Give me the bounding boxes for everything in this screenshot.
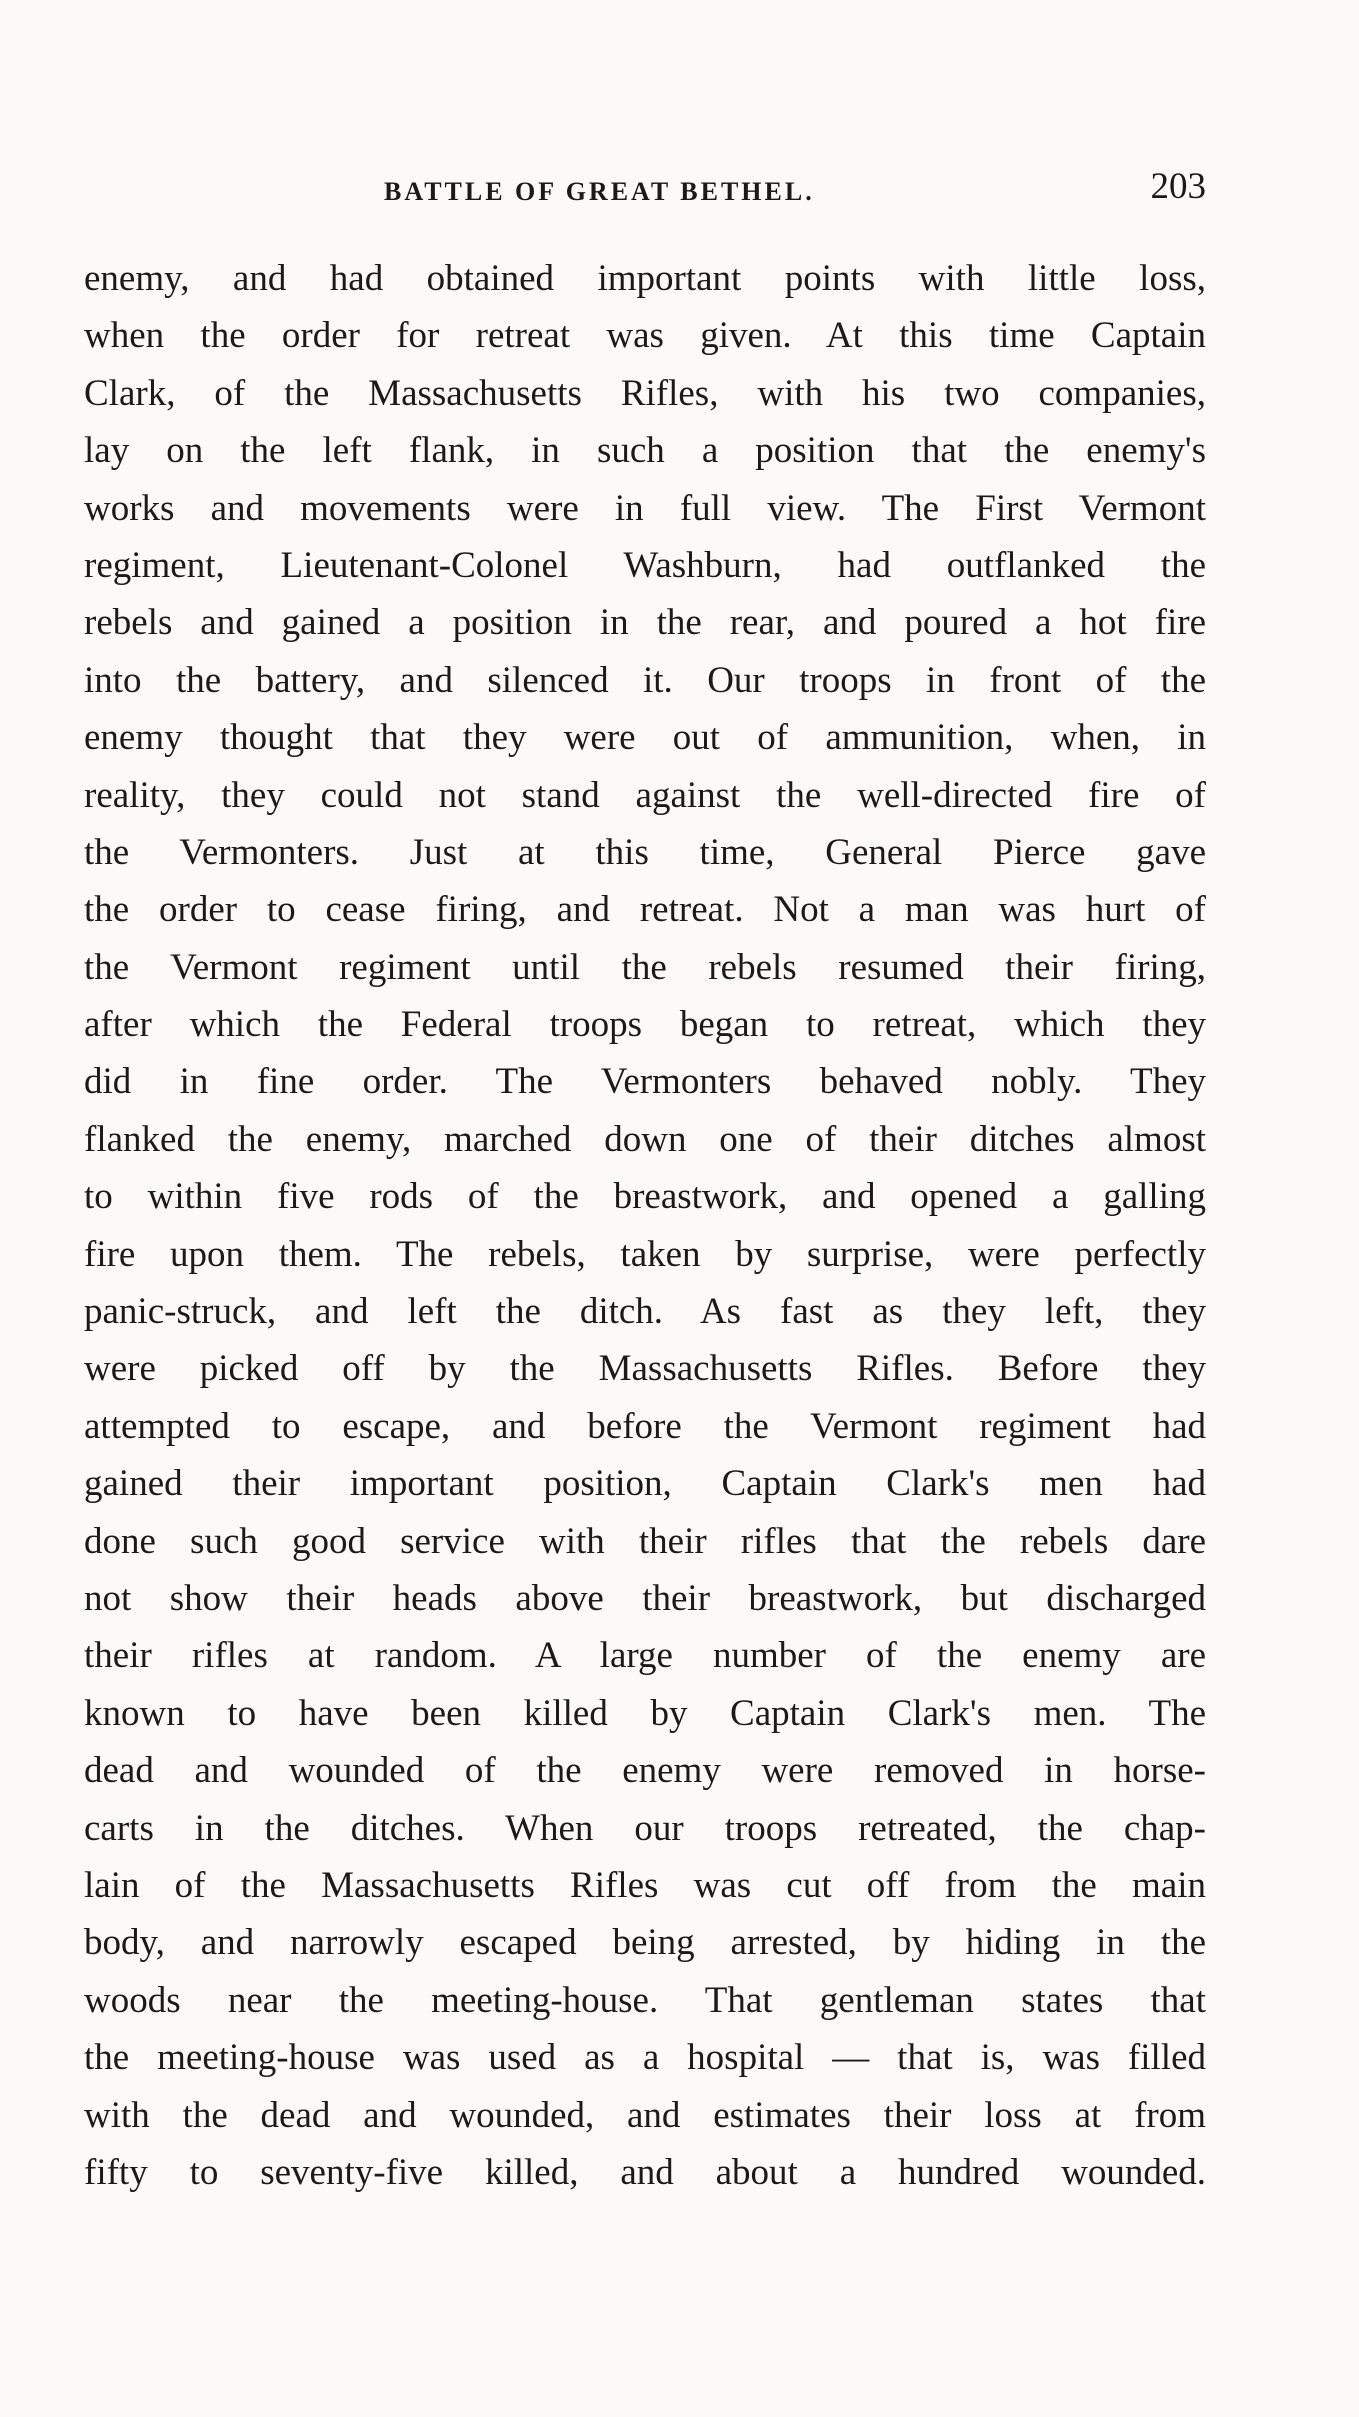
text-line: to within five rods of the breastwork, and opened a galling	[84, 1176, 1206, 1218]
text-line: with the dead and wounded, and estimates their loss at from	[84, 2094, 1206, 2136]
text-line: the order to cease firing, and retreat. Not a man was hurt of	[84, 889, 1206, 931]
text-line: were picked off by the Massachusetts Rifles. Before they	[84, 1348, 1206, 1390]
text-line: done such good service with their rifles that the rebels dare	[84, 1520, 1206, 1562]
text-line: their rifles at random. A large number of the enemy are	[84, 1635, 1206, 1677]
text-line: woods near the meeting-house. That gentleman states that	[84, 1979, 1206, 2021]
running-head	[84, 165, 1206, 213]
text-line: lay on the left flank, in such a position that the enemy's	[84, 430, 1206, 472]
text-line: lain of the Massachusetts Rifles was cut off from the main	[84, 1864, 1206, 1906]
text-line: enemy thought that they were out of ammunition, when, in	[84, 717, 1206, 759]
text-line: not show their heads above their breastwork, but discharged	[84, 1577, 1206, 1619]
text-line: the Vermont regiment until the rebels resumed their firing,	[84, 946, 1206, 988]
text-line: fire upon them. The rebels, taken by surprise, were perfectly	[84, 1233, 1206, 1275]
text-line: the meeting-house was used as a hospital — that is, was filled	[84, 2037, 1206, 2079]
text-line: works and movements were in full view. The First Vermont	[84, 487, 1206, 529]
text-line: rebels and gained a position in the rear, and poured a hot fire	[84, 602, 1206, 644]
running-title: BATTLE OF GREAT BETHEL.	[384, 177, 815, 206]
page-number: 203	[1150, 166, 1206, 207]
text-line: gained their important position, Captain Clark's men had	[84, 1463, 1206, 1505]
text-line: into the battery, and silenced it. Our troops in front of the	[84, 659, 1206, 701]
text-line: Clark, of the Massachusetts Rifles, with his two companies,	[84, 372, 1206, 414]
text-line: fifty to seventy-five killed, and about a hundred wounded.	[84, 2151, 1206, 2193]
text-line: carts in the ditches. When our troops retreated, the chap-	[84, 1807, 1206, 1849]
text-line: the Vermonters. Just at this time, General Pierce gave	[84, 831, 1206, 873]
text-line: regiment, Lieutenant-Colonel Washburn, had outflanked the	[84, 544, 1206, 586]
text-line: reality, they could not stand against the well-directed fire of	[84, 774, 1206, 816]
body-text	[84, 250, 1206, 2201]
text-line: dead and wounded of the enemy were removed in horse-	[84, 1750, 1206, 1792]
text-line: when the order for retreat was given. At this time Captain	[84, 315, 1206, 357]
text-line: flanked the enemy, marched down one of their ditches almost	[84, 1118, 1206, 1160]
text-line: panic-struck, and left the ditch. As fast as they left, they	[84, 1291, 1206, 1333]
text-line: known to have been killed by Captain Clark's men. The	[84, 1692, 1206, 1734]
text-line: did in fine order. The Vermonters behaved nobly. They	[84, 1061, 1206, 1103]
text-line: attempted to escape, and before the Vermont regiment had	[84, 1405, 1206, 1447]
text-line: enemy, and had obtained important points with little loss,	[84, 258, 1206, 299]
text-line: body, and narrowly escaped being arrested, by hiding in the	[84, 1922, 1206, 1964]
text-line: after which the Federal troops began to retreat, which they	[84, 1004, 1206, 1046]
